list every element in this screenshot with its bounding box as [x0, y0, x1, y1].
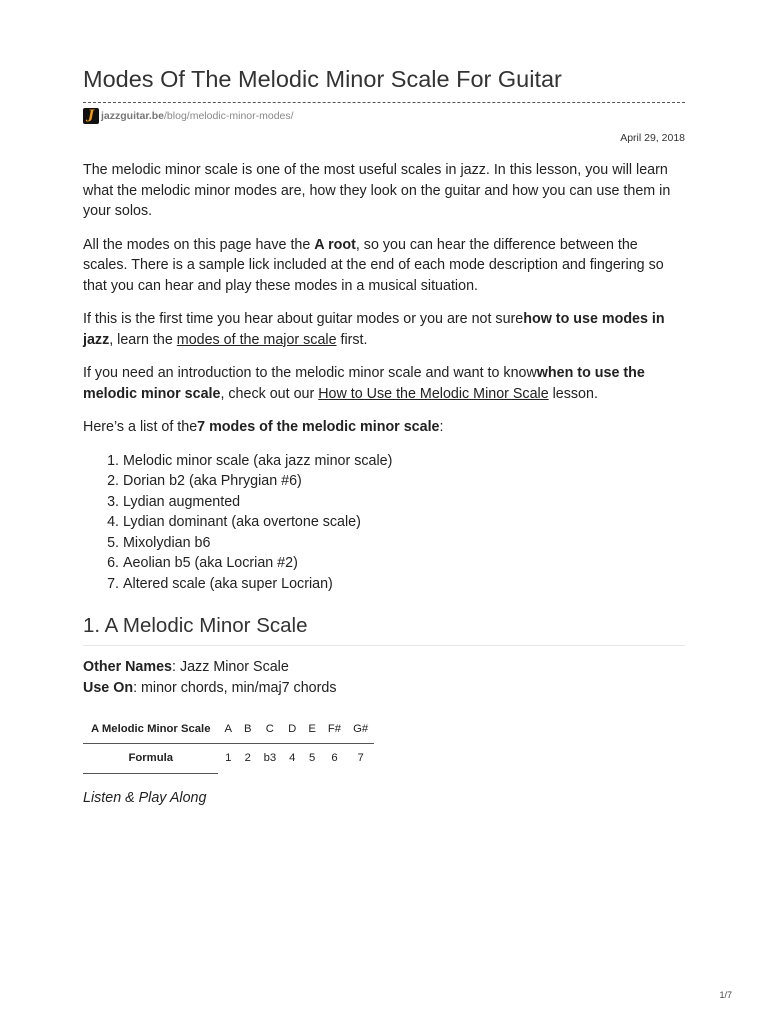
table-row-header: Formula [83, 744, 218, 774]
table-row [83, 744, 374, 774]
other-names-line: Other Names: Jazz Minor Scale [83, 658, 289, 675]
seven-modes-emphasis: 7 modes of the melodic minor scale [197, 419, 440, 435]
list-item: 3. Lydian augmented [123, 492, 685, 513]
list-item: 5. Mixolydian b6 [123, 533, 685, 554]
table-cell: G# [347, 715, 374, 744]
page-title: Modes Of The Melodic Minor Scale For Guitar [83, 66, 562, 92]
intro-paragraph-2: All the modes on this page have the A root, so you can hear the difference between the scales. There is a sample lick included at the end of each mode description and fingering so that you can hear and play these modes in a musical situation. [83, 236, 664, 294]
source-line [83, 107, 294, 125]
use-on-line: Use On: minor chords, min/maj7 chords [83, 679, 337, 696]
list-item: 4. Lydian dominant (aka overtone scale) [123, 512, 685, 533]
intro-paragraph-3: If this is the first time you hear about guitar modes or you are not surehow to use modes in jazz, learn the modes of the major scale first. [83, 311, 665, 348]
scale-meta [83, 657, 685, 699]
a-root-emphasis: A root [314, 236, 356, 253]
table-row [83, 715, 374, 744]
listen-caption: Listen & Play Along [83, 789, 207, 806]
list-item: 2. Dorian b2 (aka Phrygian #6) [123, 471, 685, 492]
title-divider [83, 102, 685, 103]
table-cell: b3 [263, 752, 277, 765]
table-cell: A [218, 715, 238, 744]
section-heading: 1. A Melodic Minor Scale [83, 616, 685, 646]
intro-paragraph-1: The melodic minor scale is one of the most useful scales in jazz. In this lesson, you will learn what the melodic minor modes are, how they look on the guitar and how you can use them in your solos. [83, 162, 671, 219]
table-cell: 7 [357, 752, 364, 765]
source-domain[interactable]: jazzguitar.be [101, 110, 165, 122]
page-number: 1/7 [719, 990, 732, 1000]
table-cell: 2 [244, 752, 251, 765]
table-cell: F# [322, 715, 347, 744]
modes-list [83, 451, 685, 595]
intro-paragraph-4: If you need an introduction to the melodic minor scale and want to knowwhen to use the melodic minor scale, check out our How to Use the Melodic Minor Scale lesson. [83, 365, 645, 402]
table-cell: 6 [331, 752, 338, 765]
major-scale-modes-link[interactable]: modes of the major scale [176, 331, 337, 348]
scale-table [83, 715, 374, 774]
table-row-header: A Melodic Minor Scale [83, 715, 218, 744]
table-cell: 1 [225, 752, 232, 765]
source-path[interactable]: /blog/melodic-minor-modes/ [164, 110, 294, 122]
publish-date: April 29, 2018 [620, 132, 685, 144]
list-item: 7. Altered scale (aka super Locrian) [123, 574, 685, 595]
melodic-minor-lesson-link[interactable]: How to Use the Melodic Minor Scale [318, 385, 549, 402]
table-cell: 4 [289, 752, 296, 765]
table-cell: D [282, 715, 302, 744]
list-item: 6. Aeolian b5 (aka Locrian #2) [123, 553, 685, 574]
table-cell: B [238, 715, 258, 744]
table-cell: 5 [308, 752, 316, 765]
intro-paragraph-5: Here’s a list of the7 modes of the melodic minor scale: [83, 419, 444, 435]
modes-in-jazz-emphasis: how to use modes in jazz [83, 311, 665, 348]
site-logo-icon: J [83, 108, 99, 124]
table-cell: C [258, 715, 283, 744]
table-cell: E [302, 715, 322, 744]
article-body [83, 160, 685, 808]
list-item: 1. Melodic minor scale (aka jazz minor scale) [123, 451, 685, 472]
when-to-use-emphasis: when to use the melodic minor scale [83, 365, 645, 402]
